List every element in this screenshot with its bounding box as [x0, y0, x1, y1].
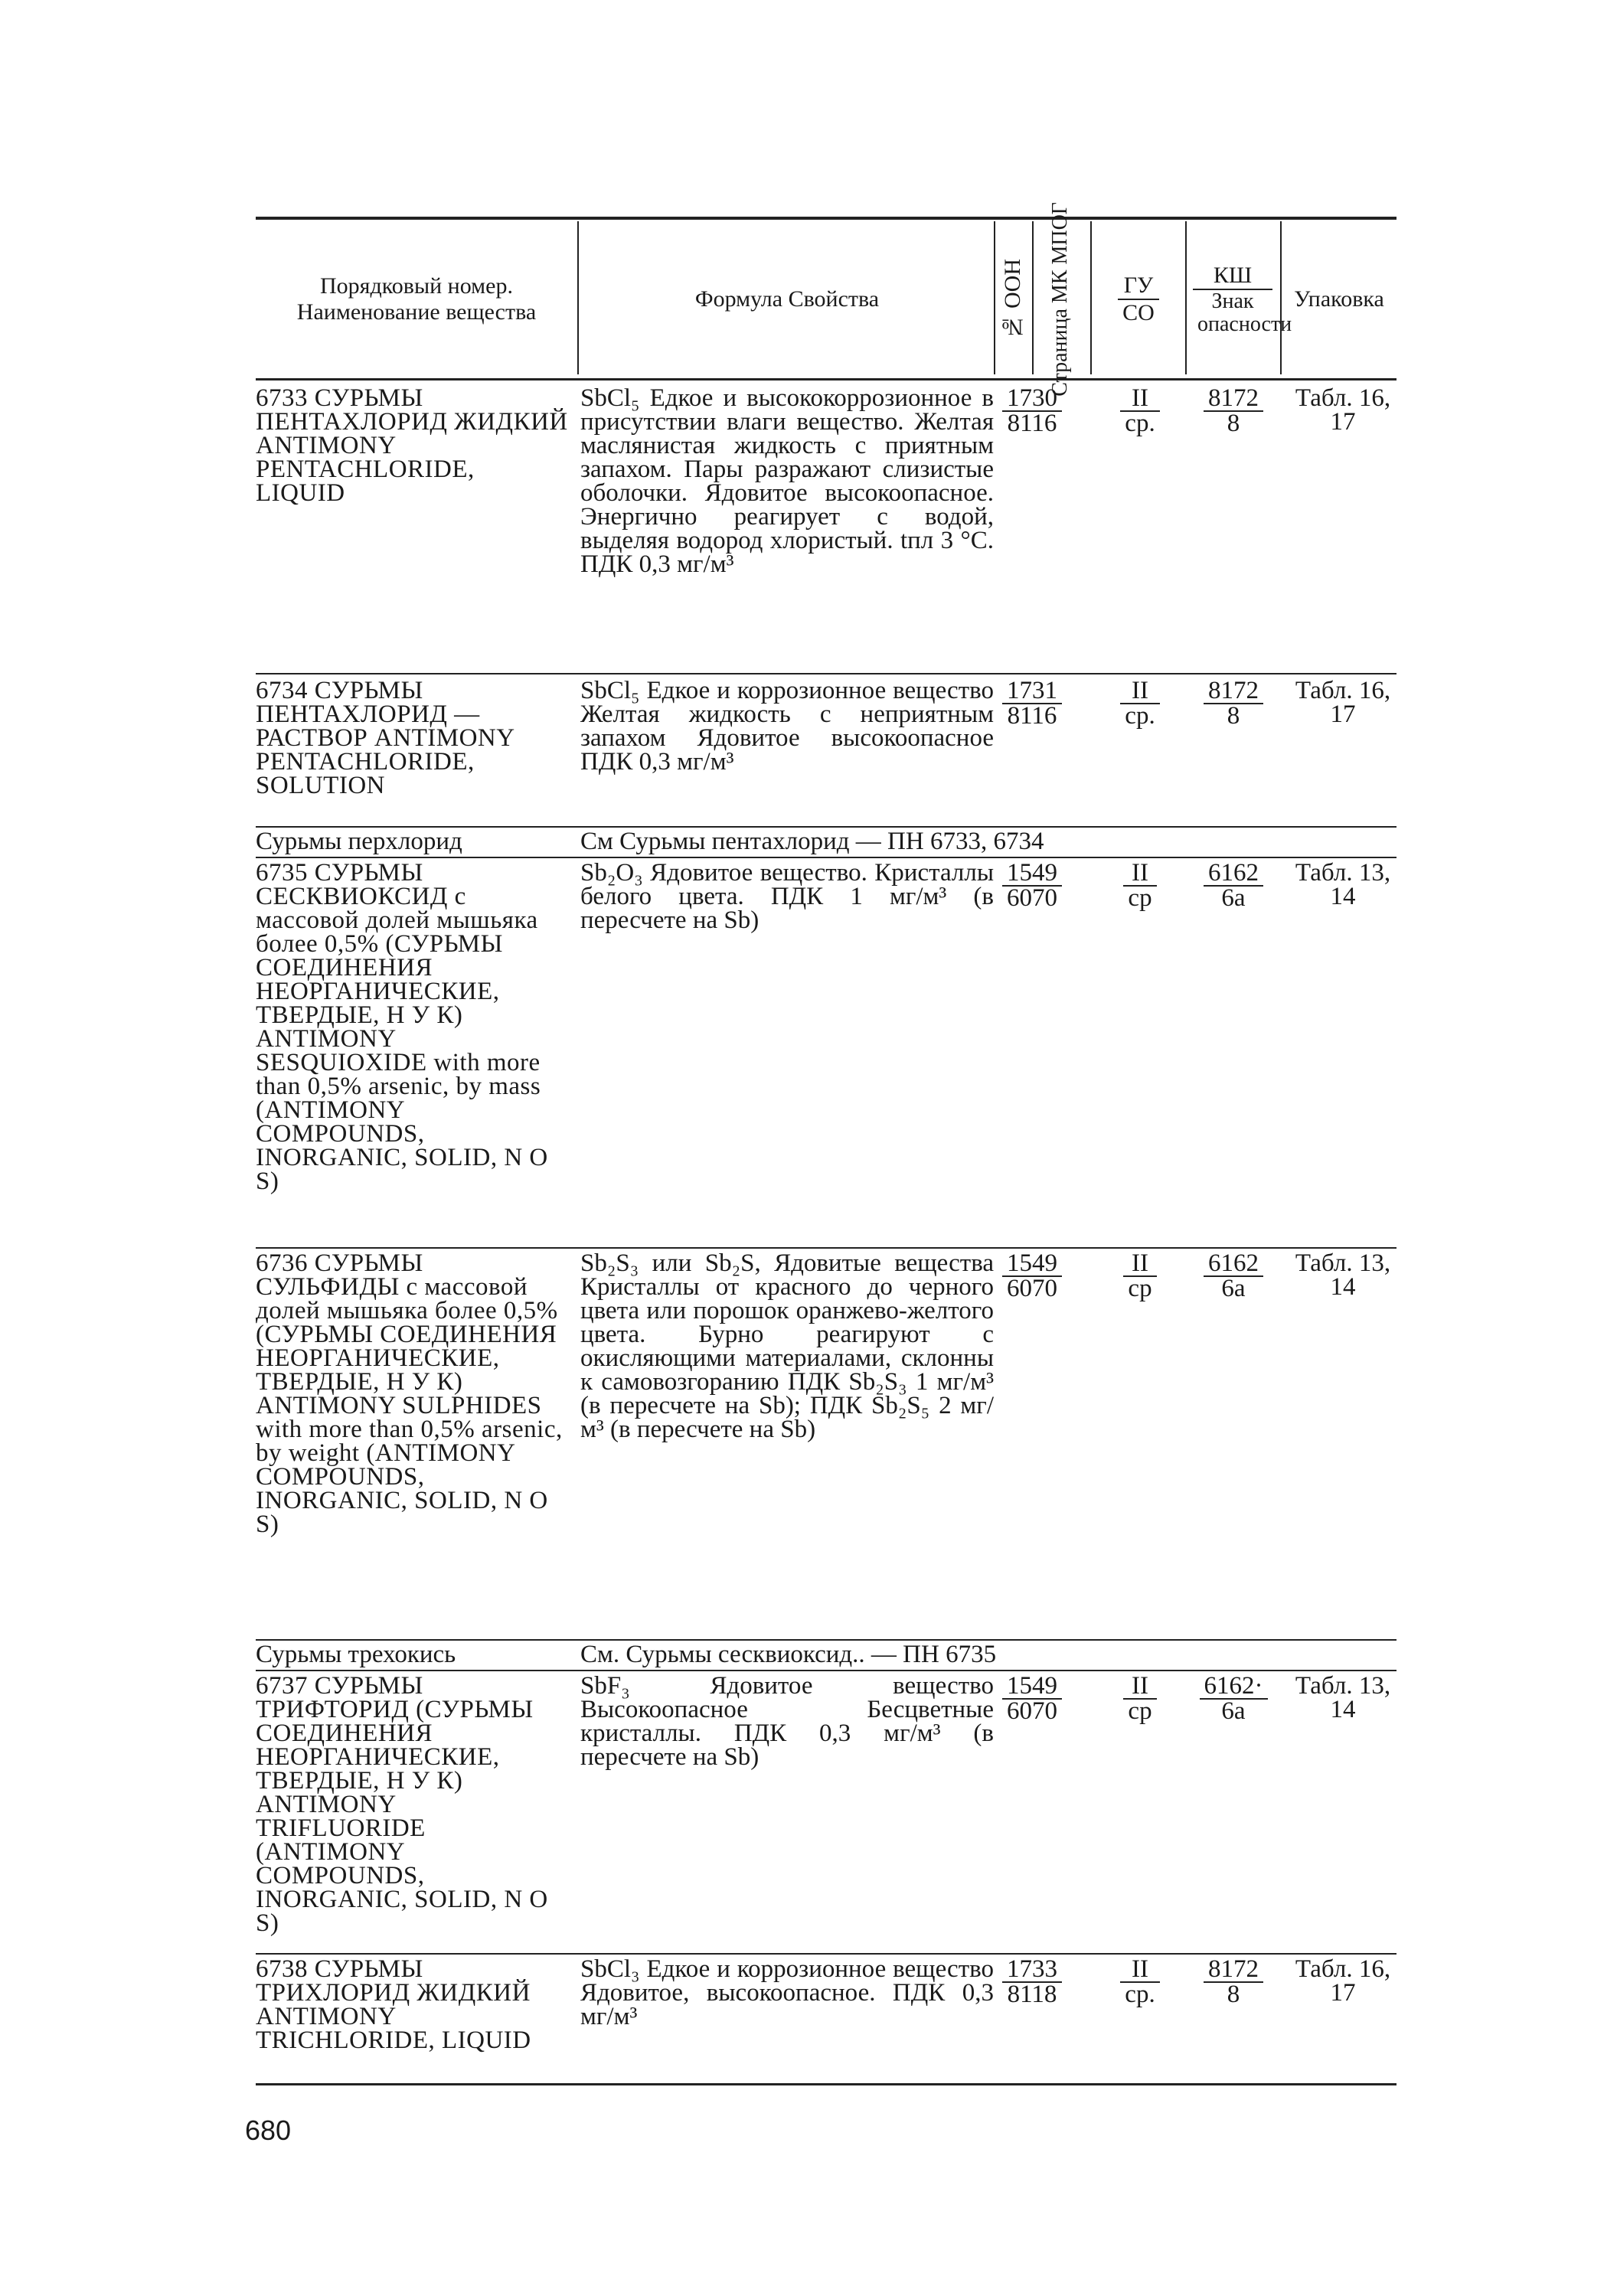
gu-value: II [1123, 861, 1156, 887]
divider [577, 221, 579, 374]
un-code: 1549 [1002, 1252, 1062, 1277]
un-code: 1549 [1002, 1674, 1062, 1700]
mk-page: 6070 [1007, 1275, 1057, 1302]
divider [994, 221, 995, 374]
un-number [994, 679, 1070, 728]
packaging: Табл. 16, 17 [1295, 384, 1391, 436]
packaging: Табл. 16, 17 [1295, 1955, 1391, 2007]
hazard-sign-value: 8 [1227, 702, 1240, 730]
gu-so [1098, 1249, 1182, 1302]
packaging: Табл. 13, 14 [1295, 1672, 1391, 1723]
header-name: Порядковый номер. Наименование вещества [296, 273, 537, 325]
header-un-label: № ООН [1000, 258, 1025, 340]
table-row [256, 1249, 1396, 1635]
mk-page: 6070 [1007, 1697, 1057, 1725]
gu-so [1098, 1674, 1182, 1723]
header-so: СО [1122, 299, 1155, 325]
so-value: ср [1128, 1275, 1152, 1302]
packaging: Табл. 16, 17 [1295, 677, 1391, 728]
mk-page: 6070 [1007, 884, 1057, 912]
header-un-number [994, 221, 1032, 377]
substance-properties: SbCl₅ Едкое и коррозионное вещество Желтая жидкость с неприятным запахом Ядовитое высокоопасное ПДК 0,3 мг/м³ [580, 677, 994, 776]
row-divider [256, 857, 1396, 858]
un-code: 1731 [1002, 679, 1062, 704]
substance-name: 6738 СУРЬМЫ ТРИХЛОРИД ЖИДКИЙ ANTIMONY TRICHLORIDE, LIQUID [256, 1955, 531, 2054]
hazard-sign-value: 6а [1221, 1275, 1246, 1302]
mk-page: 8118 [1007, 1981, 1057, 2008]
gu-so [1098, 679, 1182, 728]
substance-name: 6733 СУРЬМЫ ПЕНТАХЛОРИД ЖИДКИЙ ANTIMONY PENTACHLORIDE, LIQUID [256, 384, 568, 507]
divider [1185, 221, 1187, 374]
ksh-sign [1191, 1674, 1276, 1723]
table-top-rule [256, 217, 1396, 220]
header-gu: ГУ [1118, 273, 1159, 300]
row-divider [256, 1670, 1396, 1671]
un-number [994, 1674, 1070, 1723]
substance-name: 6735 СУРЬМЫ СЕСКВИОКСИД с массовой долей мышьяка более 0,5% (СУРЬМЫ СОЕДИНЕНИЯ НЕОРГАНИЧЕСКИЕ, ТВЕРДЫЕ, Н У К) ANTIMONY SESQUIOXIDE with more than 0,5% arsenic, by mass (ANTIMONY COMPOUNDS, INORGANIC, SOLID, N O S) [256, 859, 548, 1195]
row-divider [256, 1953, 1396, 1955]
so-value: ср. [1125, 410, 1155, 437]
mk-page: 8116 [1007, 702, 1057, 730]
header-hazard-sign: Знак опасности [1197, 289, 1292, 336]
ksh-sign [1191, 1249, 1276, 1302]
hazard-sign-value: 8 [1227, 1981, 1240, 2008]
divider [1280, 221, 1282, 374]
row-divider [256, 1247, 1396, 1249]
un-code: 1549 [1002, 861, 1062, 887]
substance-properties: SbCl₃ Едкое и коррозионное вещество Ядовитое, высокоопасное. ПДК 0,3 мг/м³ [580, 1955, 994, 2030]
hazard-sign-value: 8 [1227, 410, 1240, 437]
xref-target: См. Сурьмы сесквиоксид.. — ПН 6735 [580, 1641, 997, 1668]
hazard-sign-value: 6а [1221, 884, 1246, 912]
un-code: 1730 [1002, 387, 1062, 412]
substance-properties: Sb₂S₃ или Sb₂S, Ядовитые вещества Кристаллы от красного до черного цвета или порошок оранжево-желтого цвета. Бурно реагируют с окисляющими материалами, склонны к самовозгоранию ПДК Sb₂S₃ 1 мг/м³ (в пересчете на Sb); ПДК Sb₂S₅ 2 мг/м³ (в пересчете на Sb) [580, 1249, 994, 1443]
divider [1090, 221, 1092, 374]
substance-properties: SbF₃ Ядовитое вещество Высокоопасное Бесцветные кристаллы. ПДК 0,3 мг/м³ (в пересчете на Sb) [580, 1672, 994, 1771]
packaging: Табл. 13, 14 [1295, 859, 1391, 910]
table-row [256, 861, 1396, 1244]
substance-name: 6734 СУРЬМЫ ПЕНТАХЛОРИД — РАСТВОР ANTIMONY PENTACHLORIDE, SOLUTION [256, 677, 514, 799]
so-value: ср. [1125, 1981, 1155, 2008]
ksh-value: 6162 [1204, 1252, 1263, 1277]
header-bottom-rule [256, 378, 1396, 380]
xref-name: Сурьмы трехокись [256, 1641, 456, 1668]
table-row [256, 1955, 1396, 2080]
ksh-value: 6162· [1200, 1674, 1268, 1700]
ksh-value: 8172 [1204, 679, 1263, 704]
row-divider [256, 673, 1396, 674]
un-number [994, 1955, 1070, 2008]
gu-value: II [1120, 679, 1159, 704]
un-number [994, 1249, 1070, 1302]
substance-name: 6737 СУРЬМЫ ТРИФТОРИД (СУРЬМЫ СОЕДИНЕНИЯ НЕОРГАНИЧЕСКИЕ, ТВЕРДЫЕ, Н У К) ANTIMONY TRIFLUORIDE (ANTIMONY COMPOUNDS, INORGANIC, SOLID, N O S) [256, 1672, 548, 1937]
un-code: 1733 [1002, 1958, 1062, 1983]
gu-so [1098, 384, 1182, 437]
xref-name: Сурьмы перхлорид [256, 828, 462, 855]
gu-value: II [1120, 1958, 1159, 1983]
ksh-value: 8172 [1204, 1958, 1263, 1983]
ksh-value: 8172 [1204, 387, 1263, 412]
header-packaging: Упаковка [1294, 286, 1384, 312]
ksh-sign [1191, 861, 1276, 910]
mk-page: 8116 [1007, 410, 1057, 437]
header-gu-so [1093, 221, 1184, 377]
gu-value: II [1123, 1252, 1156, 1277]
header-page-mk [1035, 201, 1086, 397]
table-header [256, 201, 1396, 397]
table-row [256, 1674, 1396, 1950]
table-row [256, 384, 1396, 670]
gu-value: II [1120, 387, 1159, 412]
substance-properties: SbCl₅ Едкое и высококоррозионное в присутствии влаги вещество. Желтая маслянистая жидкость с приятным запахом. Пары разражают слизистые оболочки. Ядовитое высокоопасное. Энергично реагирует с водой, выделяя водород хлористый. tпл 3 °С. ПДК 0,3 мг/м³ [580, 384, 994, 578]
so-value: ср [1128, 1697, 1152, 1725]
un-number [994, 861, 1070, 910]
divider [1032, 221, 1034, 374]
table-row [256, 679, 1396, 821]
page-number: 680 [245, 2115, 292, 2146]
table-bottom-rule [256, 2083, 1396, 2085]
so-value: ср. [1125, 702, 1155, 730]
ksh-sign [1191, 679, 1276, 728]
header-ksh [1187, 221, 1292, 377]
gu-so [1098, 861, 1182, 910]
substance-name: 6736 СУРЬМЫ СУЛЬФИДЫ с массовой долей мышьяка более 0,5% (СУРЬМЫ СОЕДИНЕНИЯ НЕОРГАНИЧЕСКИЕ, ТВЕРДЫЕ, Н У К) ANTIMONY SULPHIDES with more than 0,5% arsenic, by weight (ANTIMONY COMPOUNDS, INORGANIC, SOLID, N O S) [256, 1249, 563, 1538]
header-ksh-label: КШ [1193, 263, 1272, 290]
ksh-sign [1191, 384, 1276, 437]
ksh-sign [1191, 1955, 1276, 2008]
hazard-sign-value: 6а [1221, 1697, 1246, 1725]
so-value: ср [1128, 884, 1152, 912]
packaging: Табл. 13, 14 [1295, 1249, 1391, 1301]
header-formula: Формула Свойства [694, 286, 880, 312]
gu-value: II [1123, 1674, 1156, 1700]
ksh-value: 6162 [1204, 861, 1263, 887]
substance-properties: Sb₂O₃ Ядовитое вещество. Кристаллы белого цвета. ПДК 1 мг/м³ (в пересчете на Sb) [580, 859, 994, 934]
header-page-label: Страница МК МПОГ [1048, 201, 1072, 397]
un-number [994, 384, 1070, 437]
xref-target: См Сурьмы пентахлорид — ПН 6733, 6734 [580, 828, 1044, 855]
gu-so [1098, 1955, 1182, 2008]
